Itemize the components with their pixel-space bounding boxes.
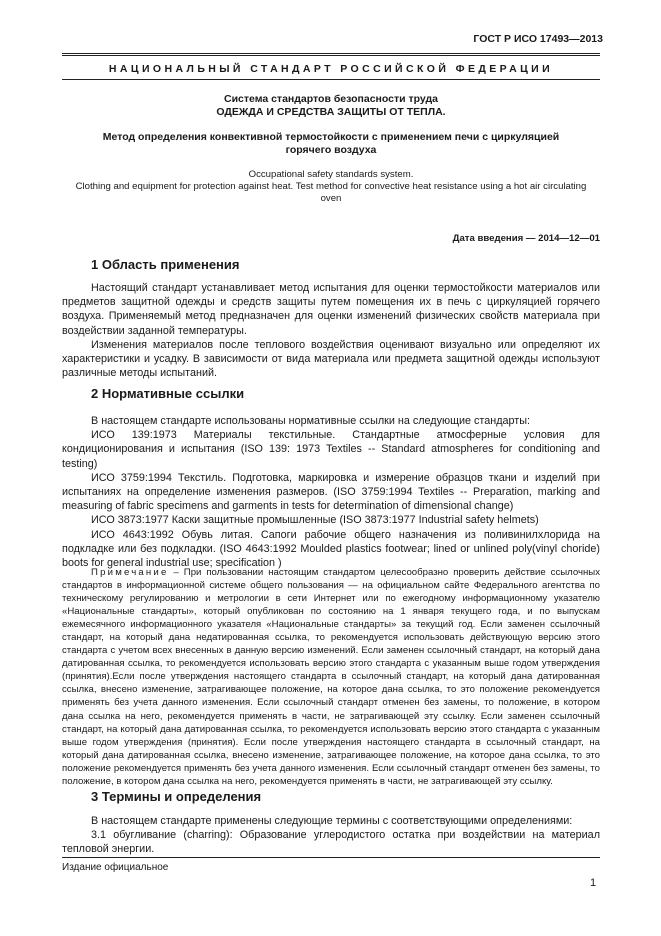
official-edition-label: Издание официальное bbox=[62, 862, 169, 873]
section-2-heading: 2 Нормативные ссылки bbox=[91, 386, 245, 401]
section-2-note bbox=[62, 566, 600, 788]
title-english-line1: Occupational safety standards system. bbox=[248, 169, 414, 180]
section-1-body bbox=[62, 281, 600, 380]
reference-iso-4643: ИСО 4643:1992 Обувь литая. Сапоги рабочие общего назначения из поливинилхлорида на подкладке или без подкладки. (ISO 4643:1992 Moulded plastics footwear; lined or unlined poly(vinyl choride) boots for general industrial use; specification ) bbox=[62, 528, 600, 570]
footer-rule bbox=[62, 857, 600, 858]
title-english-line2: Clothing and equipment for protection against heat. Test method for convective heat resistance using a hot air circulating bbox=[75, 181, 587, 192]
header-rule-bottom bbox=[62, 55, 600, 56]
section-1-heading: 1 Область применения bbox=[91, 257, 240, 272]
title-subject: ОДЕЖДА И СРЕДСТВА ЗАЩИТЫ ОТ ТЕПЛА. bbox=[216, 106, 446, 118]
section-3-intro: В настоящем стандарте применены следующие термины с соответствующими определениями: bbox=[91, 815, 573, 827]
page-number: 1 bbox=[590, 877, 597, 889]
header-rule-top bbox=[62, 53, 600, 54]
section-2-intro: В настоящем стандарте использованы нормативные ссылки на следующие стандарты: bbox=[91, 415, 530, 427]
reference-iso-139: ИСО 139:1973 Материалы текстильные. Стандартные атмосферные условия для кондиционирования и испытания (ISO 139: 1973 Textiles -- Standard atmospheres for conditioning and testing) bbox=[62, 429, 600, 470]
title-english-line3: oven bbox=[320, 193, 342, 204]
definition-charring: 3.1 обугливание (charring): Образование углеродистого остатка при воздействии на материал тепловой энергии. bbox=[62, 829, 600, 856]
document-code: ГОСТ Р ИСО 17493—2013 bbox=[473, 33, 603, 45]
section-3-heading: 3 Термины и определения bbox=[91, 789, 262, 804]
reference-iso-3873: ИСО 3873:1977 Каски защитные промышленные (ISO 3873:1977 Industrial safety helmets) bbox=[91, 514, 539, 527]
note-text: – При пользовании настоящим стандартом целесообразно проверить действие ссылочных стандартов в информационной системе общего пользования — на официальном сайте Федерального агентства по техническому регулированию и метрологии в сети Интернет или по ежегодному информационному указателю «Национальные стандарты», который опубликован по состоянию на 1 января текущего года, и по выпускам ежемесячного информационного указателя «Национальные стандарты» за текущий год. Если заменен ссылочный стандарт, на который дана недатированная ссылка, то рекомендуется использовать действующую версию этого стандарта с учетом всех внесенных в данную версию изменений. Если заменен ссылочный стандарт, на который дана датированная ссылка, то рекомендуется использовать версию этого стандарта с указанным выше годом утверждения (принятия).Если после утверждения настоящего стандарта в ссылочный стандарт, на который дана датированная ссылка, внесено изменение, затрагивающее положение, на которое дана ссылка, то это положение рекомендуется применять без учета данного изменения. Если ссылочный стандарт отменен без замены, то положение, в котором дана ссылка на него, рекомендуется применять в части, не затрагивающей эту ссылку. Если заменен ссылочный стандарт, на который дана датированная ссылка, то рекомендуется использовать версию этого стандарта с указанным выше годом утверждения (принятия). Если после утверждения настоящего стандарта в ссылочный стандарт, на который дана датированная ссылка, внесено изменение, затрагивающее положение, на которое дана ссылка, то это положение рекомендуется применять без учета данного изменения. Если ссылочный стандарт отменен без замены, то положение, в котором дана ссылка на него, рекомендуется применять в части, не затрагивающей эту ссылку. bbox=[62, 567, 600, 787]
note-label: Примечание bbox=[91, 567, 169, 578]
title-system: Система стандартов безопасности труда bbox=[223, 93, 439, 105]
section-3-body bbox=[62, 814, 600, 857]
section-1-paragraph-2: Изменения материалов после теплового воздействия оценивают визуально или определяют их характеристики и усадку. В зависимости от вида материала или предмета защитной одежды используют различные методы испытаний. bbox=[62, 338, 600, 380]
national-standard-banner: НАЦИОНАЛЬНЫЙ СТАНДАРТ РОССИЙСКОЙ ФЕДЕРАЦИИ bbox=[108, 63, 554, 75]
banner-rule bbox=[62, 79, 600, 80]
introduction-date: Дата введения — 2014—12—01 bbox=[452, 233, 600, 244]
title-method-line2: горячего воздуха bbox=[285, 144, 377, 156]
section-1-paragraph-1: Настоящий стандарт устанавливает метод испытания для оценки термостойкости материалов или предметов защитной одежды и средств защиты путем помещения их в печь с циркуляцией горячего воздуха. Применяемый метод предназначен для оценки изменений физических свойств материала при воздействии заданной температуры. bbox=[62, 282, 600, 337]
reference-iso-3759: ИСО 3759:1994 Текстиль. Подготовка, маркировка и измерение образцов ткани и изделий при испытаниях на определение изменения размеров. (ISO 3759:1994 Textiles -- Preparation, marking and measuring of fabric specimens and garments in tests for determination of dimensional change) bbox=[62, 471, 600, 513]
section-2-body bbox=[62, 414, 600, 570]
title-method-line1: Метод определения конвективной термостойкости с применением печи с циркуляцией bbox=[102, 131, 560, 143]
